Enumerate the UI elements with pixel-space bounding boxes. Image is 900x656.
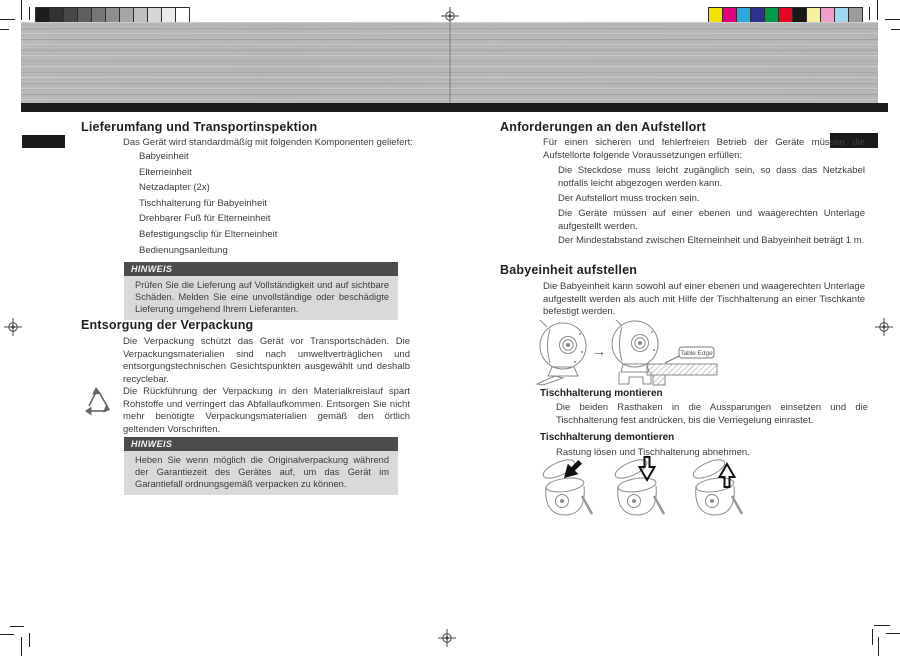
crop-mark <box>0 19 15 20</box>
calibration-swatch <box>63 7 78 23</box>
hinweis-text: Heben Sie wenn möglich die Originalverpackung während der Garantiezeit des Gerätes auf, um das Gerät im Garantiefall ordnungsgemäß verpacken zu können. <box>124 451 398 495</box>
lieferumfang-intro: Das Gerät wird standardmäßig mit folgenden Komponenten geliefert: <box>123 137 413 148</box>
calibration-swatch <box>133 7 148 23</box>
figure-arrow: → <box>592 343 606 359</box>
demontieren-text: Rastung lösen und Tischhalterung abnehmen. <box>556 447 750 458</box>
calibration-swatch <box>105 7 120 23</box>
page-split-seam <box>449 22 451 103</box>
subsection-title-montieren: Tischhalterung montieren <box>540 388 663 399</box>
calibration-swatch <box>119 7 134 23</box>
crop-mark <box>10 626 24 627</box>
list-item: Bedienungsanleitung <box>139 244 228 256</box>
crop-mark <box>0 29 9 30</box>
baby-unit-placement-figure <box>535 320 720 386</box>
crop-mark <box>869 7 870 20</box>
hinweis-label: HINWEIS <box>124 437 398 451</box>
list-item: Befestigungsclip für Elterneinheit <box>139 228 278 240</box>
anforderungen-intro: Für einen sicheren und fehlerfreien Betrieb der Geräte müssen die Aufstellorte folgende Voraussetzungen erfüllen: <box>543 137 865 161</box>
calibration-swatch <box>722 7 737 23</box>
left-thumb-tab <box>22 135 65 148</box>
crop-mark <box>891 29 900 30</box>
calibration-swatch <box>792 7 807 23</box>
calibration-swatch <box>77 7 92 23</box>
list-item: Elterneinheit <box>139 166 192 178</box>
calibration-swatch <box>778 7 793 23</box>
calibration-swatch <box>147 7 162 23</box>
grayscale-calibration-bar <box>35 7 190 23</box>
crop-mark <box>872 629 873 645</box>
section-title-anforderungen: Anforderungen an den Aufstellort <box>500 120 706 134</box>
requirement-item: Der Aufstellort muss trocken sein. <box>558 193 700 204</box>
list-item: Drehbarer Fuß für Elterneinheit <box>139 213 271 225</box>
hinweis-text: Prüfen Sie die Lieferung auf Vollständigkeit und auf sichtbare Schäden. Melden Sie eine unvollständige oder beschädigte Lieferung umgehend Ihrem Lieferanten. <box>124 276 398 320</box>
subsection-title-demontieren: Tischhalterung demontieren <box>540 432 675 443</box>
calibration-swatch <box>35 7 50 23</box>
montieren-text: Die beiden Rasthaken in die Aussparungen einsetzen und die Tischhalterung fest andrücken, bis die Verriegelung einrastet. <box>556 402 868 426</box>
crop-mark <box>886 633 900 634</box>
registration-mark-left-icon <box>4 318 22 336</box>
section-title-lieferumfang: Lieferumfang und Transportinspektion <box>81 120 318 134</box>
crop-mark <box>21 637 22 656</box>
requirement-item: Die Steckdose muss leicht zugänglich sein, so dass das Netzkabel notfalls leicht abgezogen werden kann. <box>558 165 865 189</box>
color-calibration-bar <box>708 7 863 23</box>
crop-mark <box>878 637 879 656</box>
calibration-swatch <box>820 7 835 23</box>
calibration-swatch <box>750 7 765 23</box>
calibration-swatch <box>806 7 821 23</box>
hinweis-label: HINWEIS <box>124 262 398 276</box>
table-edge-label: Table Edge <box>680 350 713 357</box>
crop-mark <box>877 0 878 20</box>
calibration-swatch <box>848 7 863 23</box>
calibration-swatch <box>161 7 176 23</box>
calibration-swatch <box>834 7 849 23</box>
hinweis-box-packaging <box>124 437 398 495</box>
crop-mark <box>874 625 890 626</box>
calibration-swatch <box>175 7 190 23</box>
list-item: Netzadapter (2x) <box>139 182 210 194</box>
calibration-swatch <box>736 7 751 23</box>
registration-mark-right-icon <box>875 318 893 336</box>
requirement-item: Die Geräte müssen auf einer ebenen und waagerechten Unterlage aufgestellt werden. <box>558 208 865 232</box>
crop-mark <box>29 7 30 20</box>
recycle-icon <box>79 383 113 419</box>
entsorgung-para1: Die Verpackung schützt das Gerät vor Transportschäden. Die Verpackungsmaterialien sind nach umweltverträglichen und entsorgungstechnischen Gesichtspunkten ausgewählt und deshalb recyclebar. <box>123 336 410 386</box>
calibration-swatch <box>764 7 779 23</box>
calibration-swatch <box>708 7 723 23</box>
section-title-babyeinheit: Babyeinheit aufstellen <box>500 263 638 277</box>
list-item: Babyeinheit <box>139 151 189 162</box>
calibration-swatch <box>91 7 106 23</box>
table-mount-removal-figure <box>535 456 750 531</box>
crop-mark <box>885 19 900 20</box>
crop-mark <box>0 634 14 635</box>
component-list <box>139 149 277 258</box>
babyeinheit-intro: Die Babyeinheit kann sowohl auf einer ebenen und waagerechten Unterlage aufgestellt werden als auch mit Hilfe der Tischhalterung an einer Tischkante befestigt werden. <box>543 281 865 318</box>
list-item: Tischhalterung für Babyeinheit <box>139 197 267 209</box>
header-black-strip <box>21 103 888 112</box>
crop-mark <box>21 0 22 20</box>
calibration-swatch <box>49 7 64 23</box>
requirement-item: Der Mindestabstand zwischen Elterneinheit und Babyeinheit beträgt 1 m. <box>558 235 865 246</box>
crop-mark <box>29 633 30 647</box>
registration-mark-bottom-icon <box>438 629 456 647</box>
hinweis-box-delivery <box>124 262 398 320</box>
entsorgung-para2: Die Rückführung der Verpackung in den Materialkreislauf spart Rohstoffe und verringert das Abfallaufkommen. Entsorgen Sie nicht mehr benötigte Verpackungsmaterialien gemäß den örtlich geltenden Vorschriften. <box>123 386 410 436</box>
section-title-entsorgung: Entsorgung der Verpackung <box>81 318 254 332</box>
